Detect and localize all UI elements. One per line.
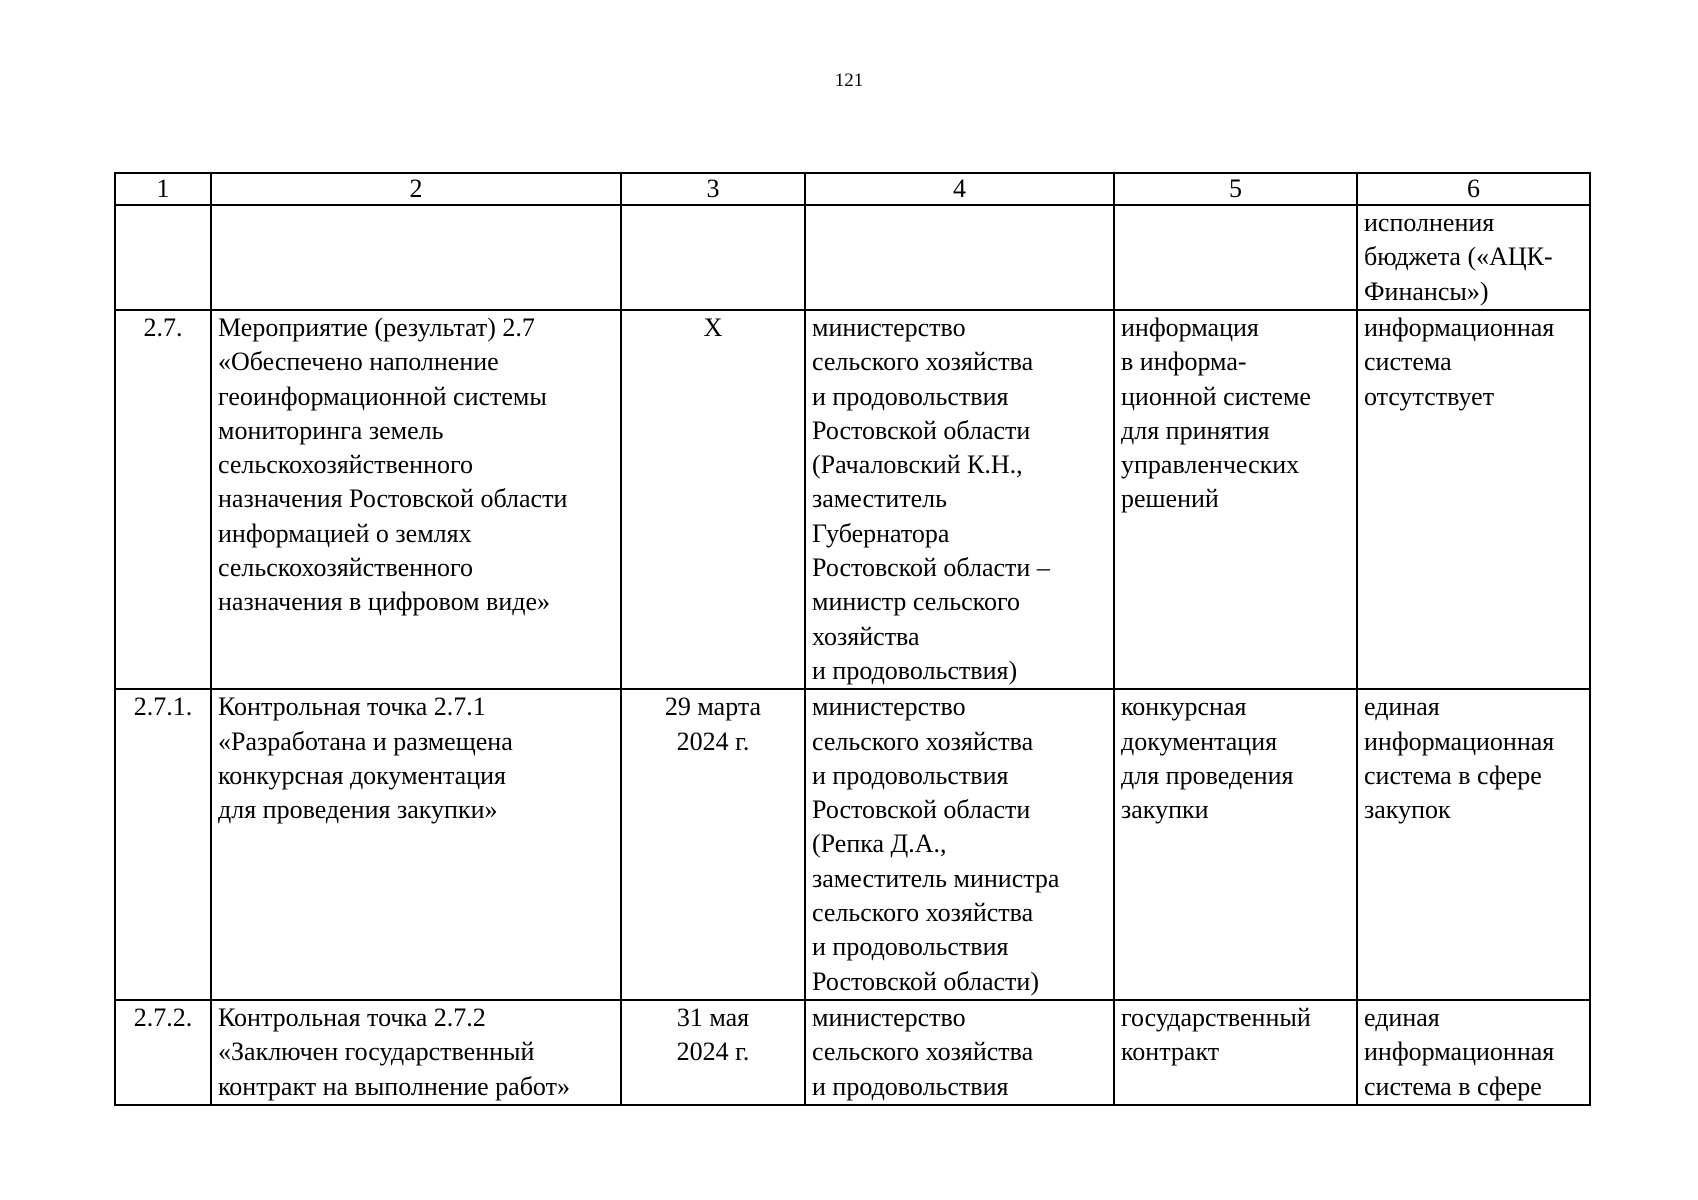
column-header-2: 2 [211, 173, 621, 205]
row-date: 31 мая 2024 г. [621, 1000, 805, 1105]
row-document [1114, 205, 1357, 310]
row-name: Контрольная точка 2.7.2 «Заключен государственный контракт на выполнение работ» [211, 1000, 621, 1105]
column-header-5: 5 [1114, 173, 1357, 205]
table-row [115, 205, 1590, 310]
row-name: Мероприятие (результат) 2.7 «Обеспечено наполнение геоинформационной системы мониторинга земель сельскохозяйственного назначения Ростовской области информацией о землях сельскохозяйственного назначения в цифровом виде» [211, 310, 621, 689]
row-responsible [805, 205, 1114, 310]
row-name [211, 205, 621, 310]
row-date [621, 205, 805, 310]
row-responsible: министерство сельского хозяйства и продовольствия Ростовской области (Репка Д.А., заместитель министра сельского хозяйства и продовольствия Ростовской области) [805, 689, 1114, 1000]
row-number: 2.7.2. [115, 1000, 211, 1105]
column-header-6: 6 [1357, 173, 1590, 205]
page-number: 121 [834, 70, 864, 91]
table-header-row [115, 173, 1590, 205]
row-responsible: министерство сельского хозяйства и продовольствия Ростовской области (Рачаловский К.Н., заместитель Губернатора Ростовской области – министр сельского хозяйства и продовольствия) [805, 310, 1114, 689]
row-number: 2.7.1. [115, 689, 211, 1000]
table-row [115, 310, 1590, 689]
row-document: государственный контракт [1114, 1000, 1357, 1105]
row-system: единая информационная система в сфере [1357, 1000, 1590, 1105]
row-number: 2.7. [115, 310, 211, 689]
row-date: 29 марта 2024 г. [621, 689, 805, 1000]
row-document: информация в информа- ционной системе для принятия управленческих решений [1114, 310, 1357, 689]
row-system: информационная система отсутствует [1357, 310, 1590, 689]
row-date: X [621, 310, 805, 689]
table-row [115, 1000, 1590, 1105]
column-header-4: 4 [805, 173, 1114, 205]
row-system: исполнения бюджета («АЦК- Финансы») [1357, 205, 1590, 310]
column-header-1: 1 [115, 173, 211, 205]
control-points-table [114, 172, 1591, 1106]
row-number [115, 205, 211, 310]
column-header-3: 3 [621, 173, 805, 205]
table-row [115, 689, 1590, 1000]
row-document: конкурсная документация для проведения закупки [1114, 689, 1357, 1000]
row-name: Контрольная точка 2.7.1 «Разработана и размещена конкурсная документация для проведения закупки» [211, 689, 621, 1000]
row-system: единая информационная система в сфере закупок [1357, 689, 1590, 1000]
row-responsible: министерство сельского хозяйства и продовольствия [805, 1000, 1114, 1105]
